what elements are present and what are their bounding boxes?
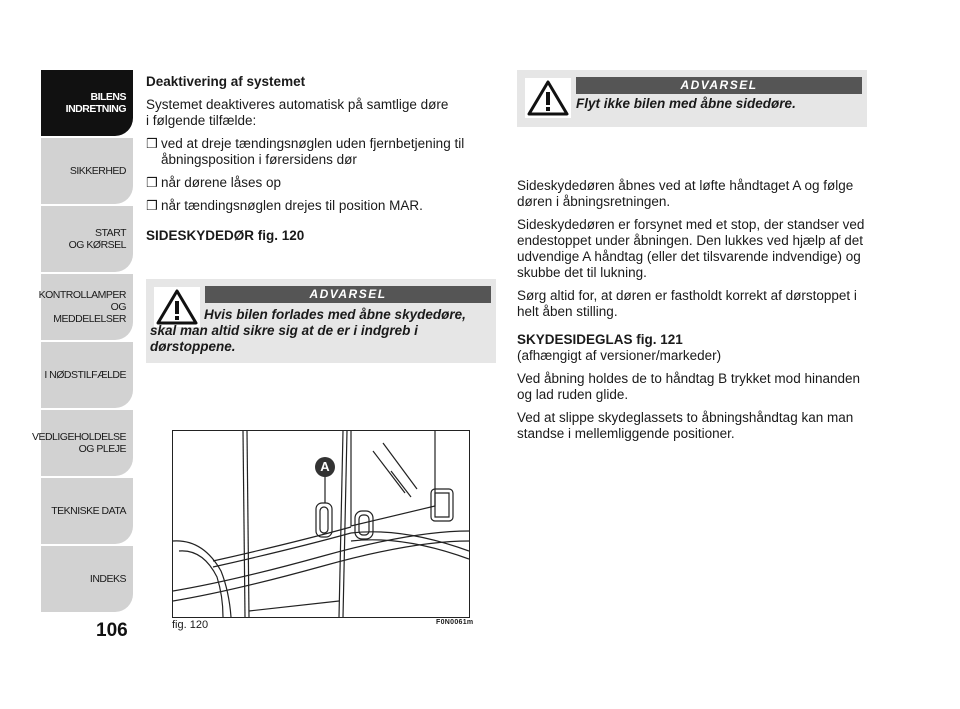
tab-start-og-korsel[interactable] bbox=[41, 206, 133, 272]
tab-sikkerhed[interactable] bbox=[41, 138, 133, 204]
warning-box bbox=[146, 279, 496, 363]
section-subheading: (afhængigt af versioner/markeder) bbox=[517, 348, 722, 363]
callout-a-marker: A bbox=[315, 457, 335, 477]
warning-text: Flyt ikke bilen med åbne sidedøre. bbox=[576, 96, 796, 111]
intro-line: Systemet deaktiveres automatisk på samtlige døre bbox=[146, 97, 449, 112]
paragraph: Sideskydedøren åbnes ved at løfte håndtaget A og følge døren i åbningsretningen. bbox=[517, 178, 854, 209]
warning-box bbox=[517, 70, 867, 127]
list-item-text: ved at dreje tændingsnøglen uden fjernbetjening til åbningsposition i førersidens dør bbox=[161, 136, 465, 167]
checkbox-bullet-icon: ❒ bbox=[146, 136, 158, 151]
tab-kontrollamper[interactable] bbox=[38, 274, 133, 340]
intro-line: i følgende tilfælde: bbox=[146, 113, 257, 128]
tab-label: TEKNISKE DATA bbox=[51, 505, 126, 517]
warning-title: ADVARSEL bbox=[205, 286, 491, 303]
tab-bilens-indretning[interactable] bbox=[41, 70, 133, 136]
tab-tekniske-data[interactable] bbox=[41, 478, 133, 544]
page-number: 106 bbox=[96, 620, 128, 641]
paragraph: Sideskydedøren er forsynet med et stop, der standser ved endestoppet under åbningen. Den lukkes ved hjælp af det udvendige A håndtag (eller det tilsvarende indvendige) og skubbe det til lukning. bbox=[517, 217, 865, 280]
figure-caption: fig. 120 bbox=[172, 619, 209, 631]
tab-label: I NØDSTILFÆLDE bbox=[44, 369, 126, 381]
list-item-text: når tændingsnøglen drejes til position MAR. bbox=[161, 198, 423, 213]
tab-label: SIKKERHED bbox=[69, 165, 126, 177]
paragraph: Ved åbning holdes de to håndtag B trykket mod hinanden og lad ruden glide. bbox=[517, 371, 861, 402]
tab-indeks[interactable] bbox=[41, 546, 133, 612]
right-column bbox=[517, 178, 867, 449]
list-item bbox=[146, 198, 496, 214]
section-heading: Deaktivering af systemet bbox=[146, 74, 306, 89]
tab-i-nodstilfaelde[interactable] bbox=[41, 342, 133, 408]
list-item-text: når dørene låses op bbox=[161, 175, 282, 190]
figure-code: F0N0061m bbox=[436, 619, 474, 626]
checkbox-bullet-icon: ❒ bbox=[146, 198, 158, 213]
warning-text: Hvis bilen forlades med åbne skydedøre, skal man altid sikre sig at de er i indgreb i dørstoppene. bbox=[150, 307, 466, 354]
checkbox-bullet-icon: ❒ bbox=[146, 175, 158, 190]
left-column bbox=[146, 74, 496, 251]
chapter-tabs bbox=[31, 70, 133, 614]
list-item bbox=[146, 136, 496, 168]
tab-label: START OG KØRSEL bbox=[68, 227, 126, 251]
intro-paragraph bbox=[146, 97, 496, 129]
warning-triangle-icon bbox=[525, 78, 571, 118]
tab-label: BILENS INDRETNING bbox=[65, 91, 126, 115]
tab-label: INDEKS bbox=[89, 573, 126, 585]
tab-label: VEDLIGEHOLDELSE OG PLEJE bbox=[31, 431, 126, 455]
paragraph: Ved at slippe skydeglassets to åbningshåndtag kan man standse i mellemliggende positioner. bbox=[517, 410, 854, 441]
paragraph: Sørg altid for, at døren er fastholdt korrekt af dørstoppet i helt åben stilling. bbox=[517, 288, 857, 319]
section-heading-sideskydedor: SIDESKYDEDØR fig. 120 bbox=[146, 228, 305, 243]
list-item bbox=[146, 175, 496, 191]
section-heading-skydesideglas: SKYDESIDEGLAS fig. 121 bbox=[517, 332, 683, 347]
tab-label: KONTROLLAMPER OG MEDDELELSER bbox=[38, 289, 126, 325]
figure-sliding-door bbox=[172, 430, 470, 618]
warning-title: ADVARSEL bbox=[576, 77, 862, 94]
tab-vedligeholdelse[interactable] bbox=[31, 410, 133, 476]
